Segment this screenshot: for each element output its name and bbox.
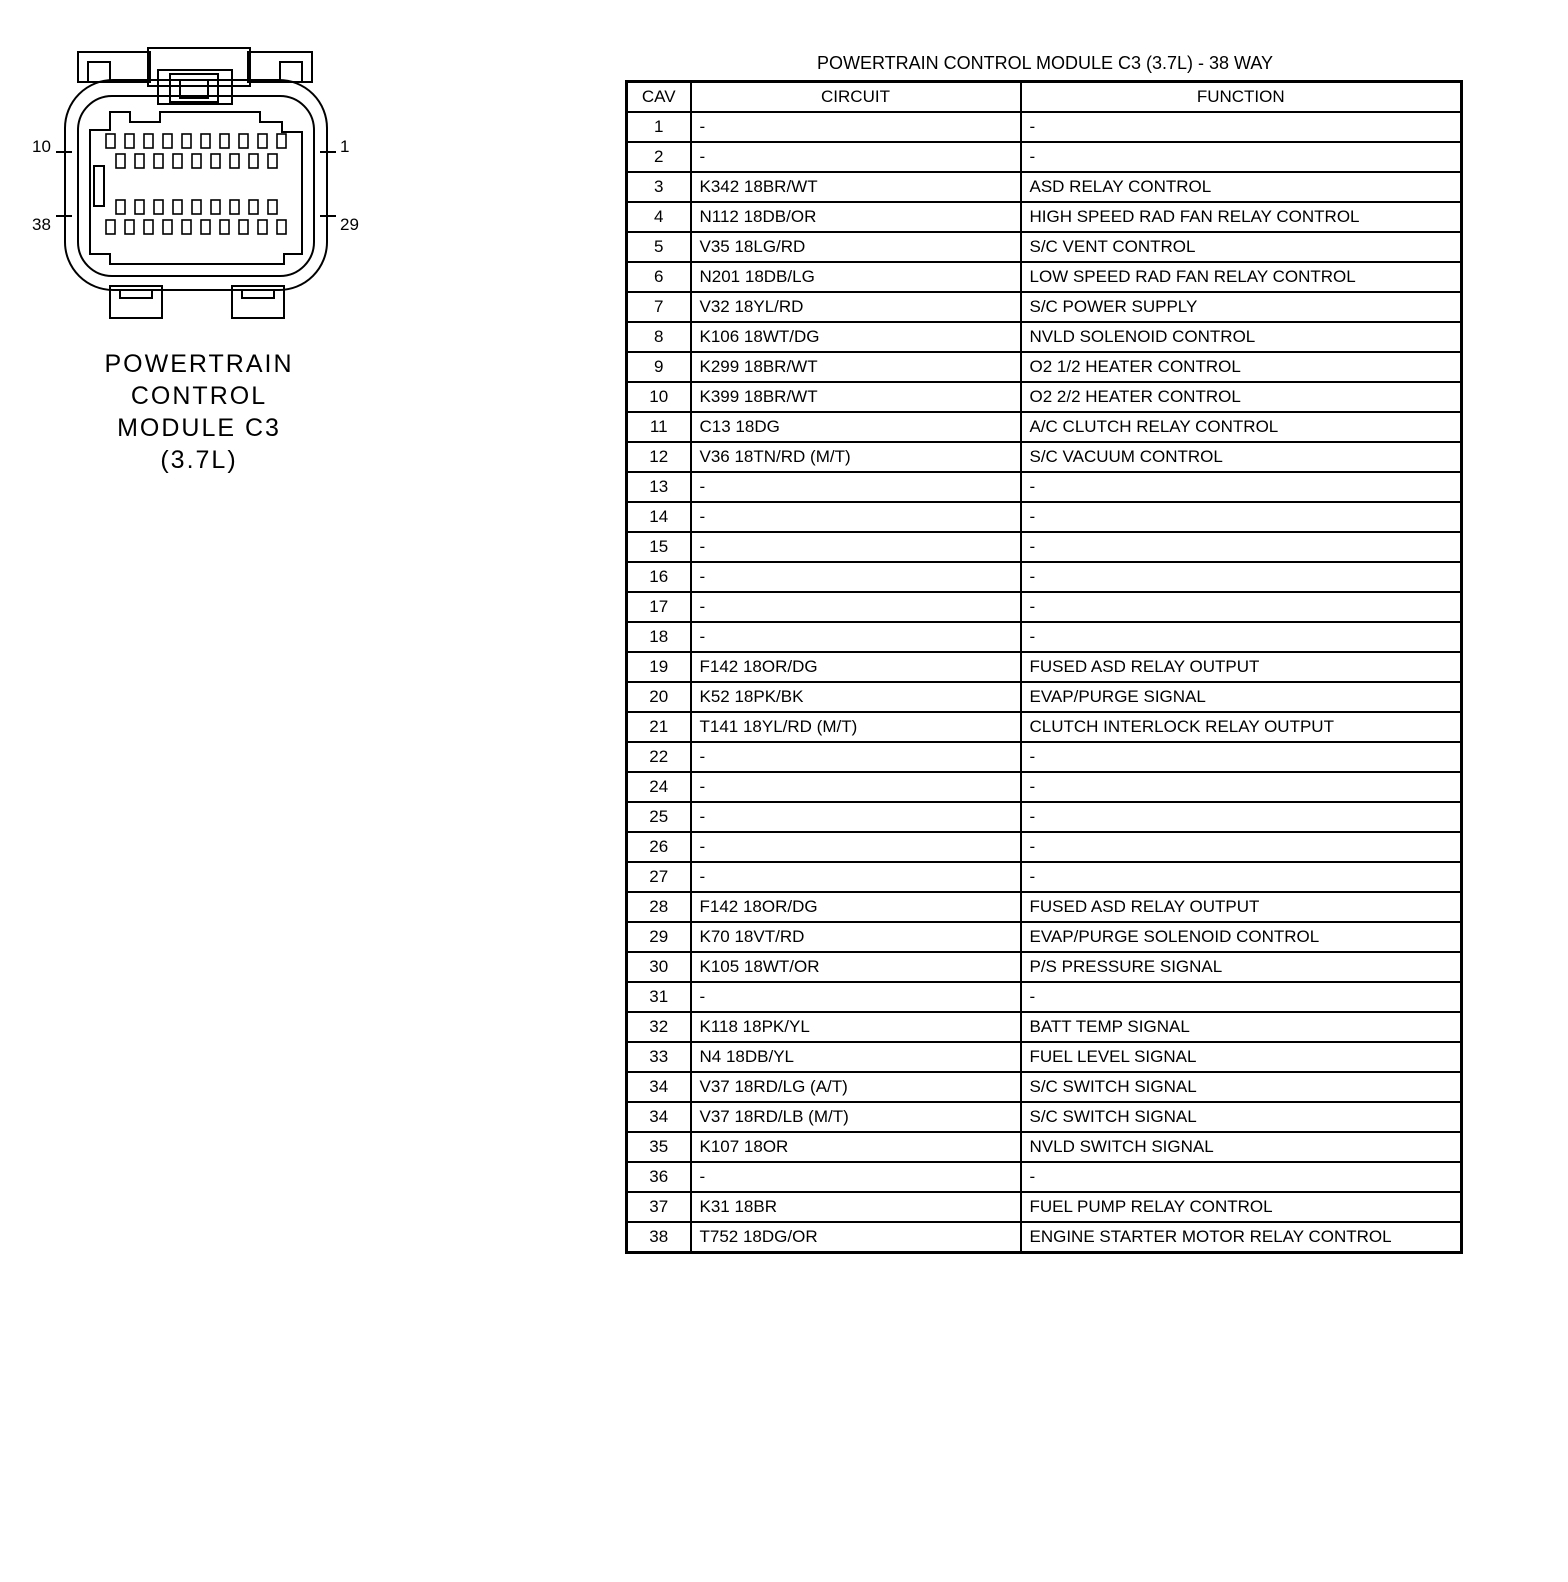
table-row (627, 832, 1462, 862)
cell-function: EVAP/PURGE SOLENOID CONTROL (1021, 922, 1462, 952)
cell-circuit: F142 18OR/DG (691, 892, 1021, 922)
cell-cav: 16 (627, 562, 691, 592)
cell-function: - (1021, 142, 1462, 172)
cell-cav: 22 (627, 742, 691, 772)
cell-cav: 7 (627, 292, 691, 322)
cell-function: S/C VENT CONTROL (1021, 232, 1462, 262)
cell-cav: 12 (627, 442, 691, 472)
cell-circuit: K105 18WT/OR (691, 952, 1021, 982)
pin-cavity (230, 200, 239, 214)
pin-cavity (211, 200, 220, 214)
pin-cavity (239, 220, 248, 234)
cell-circuit: K106 18WT/DG (691, 322, 1021, 352)
pin-cavity (106, 134, 115, 148)
cell-function: - (1021, 982, 1462, 1012)
pin-cavity (182, 220, 191, 234)
cell-circuit: V36 18TN/RD (M/T) (691, 442, 1021, 472)
cell-circuit: - (691, 472, 1021, 502)
cell-cav: 25 (627, 802, 691, 832)
pin-cavity (268, 154, 277, 168)
cell-circuit: - (691, 802, 1021, 832)
cell-cav: 19 (627, 652, 691, 682)
pin-cavity (277, 134, 286, 148)
cell-circuit: N112 18DB/OR (691, 202, 1021, 232)
cell-function: FUSED ASD RELAY OUTPUT (1021, 892, 1462, 922)
cell-cav: 26 (627, 832, 691, 862)
cell-circuit: N4 18DB/YL (691, 1042, 1021, 1072)
pin-cavity (125, 220, 134, 234)
cell-circuit: - (691, 622, 1021, 652)
cell-cav: 11 (627, 412, 691, 442)
cell-function: - (1021, 112, 1462, 142)
cell-function: A/C CLUTCH RELAY CONTROL (1021, 412, 1462, 442)
cell-cav: 30 (627, 952, 691, 982)
cell-cav: 3 (627, 172, 691, 202)
cell-cav: 34 (627, 1072, 691, 1102)
cell-circuit: K107 18OR (691, 1132, 1021, 1162)
caption-line: (3.7L) (160, 446, 238, 474)
pin-cavity (144, 220, 153, 234)
table-row (627, 1222, 1462, 1253)
cell-function: S/C VACUUM CONTROL (1021, 442, 1462, 472)
pin-cavity (211, 154, 220, 168)
cell-cav: 5 (627, 232, 691, 262)
cell-cav: 15 (627, 532, 691, 562)
pin-cavity (106, 220, 115, 234)
cell-circuit: F142 18OR/DG (691, 652, 1021, 682)
cell-cav: 24 (627, 772, 691, 802)
table-row (627, 412, 1462, 442)
connector-diagram (20, 40, 359, 330)
cell-cav: 14 (627, 502, 691, 532)
cell-function: P/S PRESSURE SIGNAL (1021, 952, 1462, 982)
pin-cavity (144, 134, 153, 148)
cell-function: - (1021, 592, 1462, 622)
table-row (627, 952, 1462, 982)
cell-circuit: - (691, 142, 1021, 172)
pin-cavity (220, 220, 229, 234)
cell-function: EVAP/PURGE SIGNAL (1021, 682, 1462, 712)
table-row (627, 682, 1462, 712)
cell-function: O2 1/2 HEATER CONTROL (1021, 352, 1462, 382)
pin-label-1: 1 (340, 137, 350, 156)
cell-circuit: - (691, 562, 1021, 592)
pin-cavity (220, 134, 229, 148)
cell-cav: 10 (627, 382, 691, 412)
table-row (627, 442, 1462, 472)
pin-cavity (258, 220, 267, 234)
header-function: FUNCTION (1021, 82, 1462, 113)
cell-cav: 37 (627, 1192, 691, 1222)
pin-cavity (192, 154, 201, 168)
cell-function: FUEL PUMP RELAY CONTROL (1021, 1192, 1462, 1222)
cell-circuit: - (691, 832, 1021, 862)
pin-cavity (268, 200, 277, 214)
cell-circuit: - (691, 502, 1021, 532)
cell-function: - (1021, 1162, 1462, 1192)
cell-cav: 34 (627, 1102, 691, 1132)
cell-circuit: - (691, 862, 1021, 892)
cell-function: NVLD SOLENOID CONTROL (1021, 322, 1462, 352)
cell-circuit: V37 18RD/LG (A/T) (691, 1072, 1021, 1102)
cell-circuit: K52 18PK/BK (691, 682, 1021, 712)
cell-function: NVLD SWITCH SIGNAL (1021, 1132, 1462, 1162)
cell-function: - (1021, 802, 1462, 832)
pin-label-38: 38 (32, 215, 51, 234)
pin-label-29: 29 (340, 215, 359, 234)
table-row (627, 1192, 1462, 1222)
cell-function: HIGH SPEED RAD FAN RELAY CONTROL (1021, 202, 1462, 232)
cell-circuit: V35 18LG/RD (691, 232, 1021, 262)
cell-circuit: T752 18DG/OR (691, 1222, 1021, 1253)
cell-cav: 17 (627, 592, 691, 622)
cell-circuit: V32 18YL/RD (691, 292, 1021, 322)
pin-cavity (192, 200, 201, 214)
table-row (627, 532, 1462, 562)
cell-circuit: C13 18DG (691, 412, 1021, 442)
pin-cavity (163, 134, 172, 148)
cell-circuit: K70 18VT/RD (691, 922, 1021, 952)
caption-line: MODULE C3 (117, 414, 281, 442)
cell-cav: 20 (627, 682, 691, 712)
cell-function: - (1021, 862, 1462, 892)
cell-cav: 35 (627, 1132, 691, 1162)
cell-function: FUSED ASD RELAY OUTPUT (1021, 652, 1462, 682)
cell-cav: 32 (627, 1012, 691, 1042)
cell-circuit: T141 18YL/RD (M/T) (691, 712, 1021, 742)
pin-cavity (173, 200, 182, 214)
caption-line: CONTROL (130, 382, 268, 410)
table-row (627, 382, 1462, 412)
cell-function: S/C POWER SUPPLY (1021, 292, 1462, 322)
cell-function: - (1021, 472, 1462, 502)
table-title: POWERTRAIN CONTROL MODULE C3 (3.7L) - 38 WAY (816, 53, 1274, 73)
cell-function: - (1021, 772, 1462, 802)
pin-cavity (163, 220, 172, 234)
pin-cavity (239, 134, 248, 148)
caption-line: POWERTRAIN (104, 350, 294, 378)
table-row (627, 1042, 1462, 1072)
cell-cav: 33 (627, 1042, 691, 1072)
cell-function: BATT TEMP SIGNAL (1021, 1012, 1462, 1042)
pin-cavity (201, 220, 210, 234)
pin-cavity (116, 200, 125, 214)
table-row (627, 892, 1462, 922)
cell-circuit: - (691, 532, 1021, 562)
pin-label-10: 10 (32, 137, 51, 156)
table-row (627, 142, 1462, 172)
table-row (627, 592, 1462, 622)
cell-circuit: - (691, 742, 1021, 772)
pin-cavity (249, 200, 258, 214)
cell-cav: 38 (627, 1222, 691, 1253)
cell-function: - (1021, 832, 1462, 862)
pin-cavity (249, 154, 258, 168)
pin-cavity (154, 154, 163, 168)
cell-function: S/C SWITCH SIGNAL (1021, 1072, 1462, 1102)
table-row (627, 562, 1462, 592)
cell-function: - (1021, 742, 1462, 772)
cell-cav: 18 (627, 622, 691, 652)
cell-function: CLUTCH INTERLOCK RELAY OUTPUT (1021, 712, 1462, 742)
cell-circuit: K342 18BR/WT (691, 172, 1021, 202)
cell-function: ENGINE STARTER MOTOR RELAY CONTROL (1021, 1222, 1462, 1253)
cell-function: S/C SWITCH SIGNAL (1021, 1102, 1462, 1132)
table-row (627, 232, 1462, 262)
cell-cav: 13 (627, 472, 691, 502)
table-row (627, 262, 1462, 292)
table-row (627, 112, 1462, 142)
table-row (627, 772, 1462, 802)
table-row (627, 172, 1462, 202)
table-row (627, 622, 1462, 652)
cell-circuit: N201 18DB/LG (691, 262, 1021, 292)
table-row (627, 742, 1462, 772)
pin-cavity (258, 134, 267, 148)
cell-cav: 9 (627, 352, 691, 382)
connector-face-drawing (20, 40, 340, 325)
table-row (627, 472, 1462, 502)
cell-circuit: - (691, 592, 1021, 622)
table-row (627, 292, 1462, 322)
table-row (627, 1072, 1462, 1102)
pin-cavity (173, 154, 182, 168)
cell-circuit: K118 18PK/YL (691, 1012, 1021, 1042)
connector-caption (60, 348, 338, 476)
pin-cavity (135, 200, 144, 214)
cell-cav: 6 (627, 262, 691, 292)
cell-circuit: - (691, 982, 1021, 1012)
table-row (627, 652, 1462, 682)
cell-circuit: K399 18BR/WT (691, 382, 1021, 412)
table-row (627, 352, 1462, 382)
cell-circuit: K31 18BR (691, 1192, 1021, 1222)
table-row (627, 1012, 1462, 1042)
pin-cavity (154, 200, 163, 214)
header-circuit: CIRCUIT (691, 82, 1021, 113)
cell-circuit: K299 18BR/WT (691, 352, 1021, 382)
cell-function: - (1021, 562, 1462, 592)
pin-cavity (125, 134, 134, 148)
cell-function: LOW SPEED RAD FAN RELAY CONTROL (1021, 262, 1462, 292)
table-header-row (627, 82, 1462, 113)
cell-cav: 1 (627, 112, 691, 142)
table-row (627, 712, 1462, 742)
cell-circuit: - (691, 112, 1021, 142)
cell-circuit: - (691, 772, 1021, 802)
cell-cav: 8 (627, 322, 691, 352)
cell-function: FUEL LEVEL SIGNAL (1021, 1042, 1462, 1072)
cell-cav: 4 (627, 202, 691, 232)
cell-function: ASD RELAY CONTROL (1021, 172, 1462, 202)
table-row (627, 1162, 1462, 1192)
cell-function: - (1021, 622, 1462, 652)
cell-cav: 2 (627, 142, 691, 172)
pin-cavity (230, 154, 239, 168)
pin-cavity (182, 134, 191, 148)
table-row (627, 502, 1462, 532)
cell-circuit: - (691, 1162, 1021, 1192)
table-row (627, 862, 1462, 892)
cell-cav: 31 (627, 982, 691, 1012)
pin-cavity (135, 154, 144, 168)
table-row (627, 322, 1462, 352)
pin-cavity (201, 134, 210, 148)
cell-function: - (1021, 502, 1462, 532)
table-row (627, 982, 1462, 1012)
cell-function: O2 2/2 HEATER CONTROL (1021, 382, 1462, 412)
table-row (627, 1102, 1462, 1132)
header-cav: CAV (627, 82, 691, 113)
cell-function: - (1021, 532, 1462, 562)
table-row (627, 1132, 1462, 1162)
pinout-table (625, 80, 1463, 1254)
table-row (627, 202, 1462, 232)
cell-circuit: V37 18RD/LB (M/T) (691, 1102, 1021, 1132)
table-row (627, 922, 1462, 952)
cell-cav: 21 (627, 712, 691, 742)
cell-cav: 36 (627, 1162, 691, 1192)
pin-cavity (277, 220, 286, 234)
cell-cav: 27 (627, 862, 691, 892)
cell-cav: 28 (627, 892, 691, 922)
pin-cavity (116, 154, 125, 168)
cell-cav: 29 (627, 922, 691, 952)
table-row (627, 802, 1462, 832)
